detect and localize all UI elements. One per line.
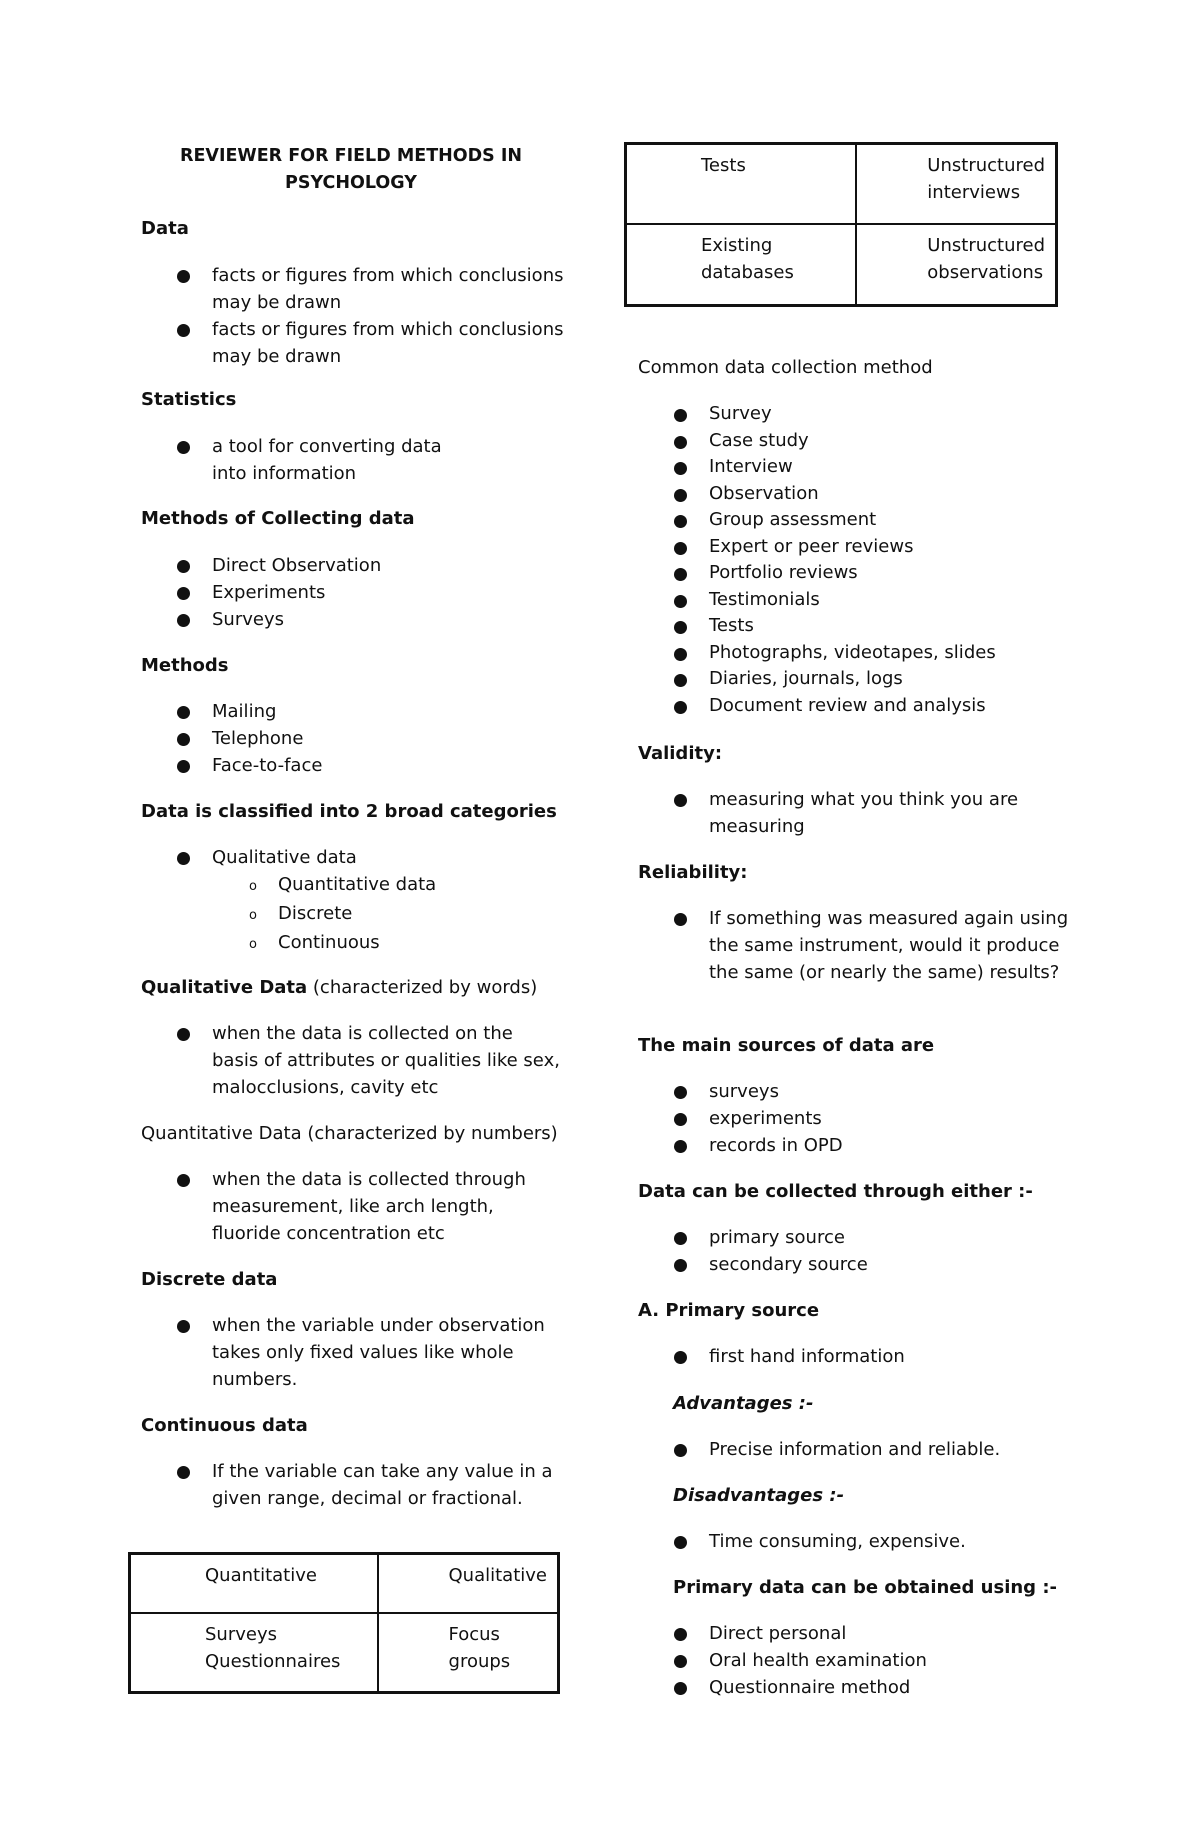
heading-primary: A. Primary source — [638, 1300, 820, 1321]
list-discrete — [177, 1312, 562, 1393]
heading-obtained: Primary data can be obtained using :- — [673, 1577, 1058, 1598]
list-obtained — [674, 1620, 1064, 1701]
list-item: Mailing — [177, 698, 567, 725]
list-item: Document review and analysis — [674, 693, 1064, 720]
sub-marker: o — [249, 937, 257, 952]
table-header-cell: Quantitative — [130, 1554, 378, 1613]
list-data — [177, 262, 567, 370]
sub-list-item-text: Discrete — [278, 903, 353, 924]
list-item — [177, 844, 567, 958]
list-item: Photographs, videotapes, slides — [674, 640, 1064, 667]
list-categories — [177, 844, 567, 958]
list-item: Direct personal — [674, 1620, 1064, 1647]
table-cell: Unstructured observations — [856, 224, 1056, 306]
list-continuous — [177, 1458, 562, 1512]
heading-either: Data can be collected through either :- — [638, 1181, 1033, 1202]
list-item: experiments — [674, 1105, 1064, 1132]
list-item: Case study — [674, 428, 1064, 455]
methods-table-left — [128, 1552, 560, 1694]
list-item: surveys — [674, 1078, 1064, 1105]
table-cell: Focus groups — [378, 1613, 559, 1693]
list-reliability — [674, 905, 1074, 986]
list-item: Time consuming, expensive. — [674, 1528, 1064, 1555]
heading-statistics: Statistics — [141, 389, 237, 410]
heading-sources: The main sources of data are — [638, 1035, 935, 1056]
title-line-2: PSYCHOLOGY — [285, 173, 417, 193]
list-methods — [177, 698, 567, 779]
heading-methods: Methods — [141, 655, 229, 676]
list-item: first hand information — [674, 1343, 1064, 1370]
list-item: facts or figures from which conclusions may be drawn — [177, 262, 567, 316]
table-cell: Tests — [626, 144, 857, 224]
heading-disadvantages: Disadvantages :- — [673, 1485, 845, 1506]
list-item: Survey — [674, 401, 1064, 428]
sub-list-item-text: Continuous — [278, 932, 380, 953]
sub-list-item — [249, 871, 567, 900]
list-item: Group assessment — [674, 507, 1064, 534]
list-common — [674, 401, 1064, 719]
heading-categories: Data is classified into 2 broad categories — [141, 801, 557, 822]
list-item: records in OPD — [674, 1132, 1064, 1159]
sub-list-item — [249, 929, 567, 958]
sub-list — [177, 871, 567, 958]
list-item: when the data is collected through measurement, like arch length, fluoride concentration etc — [177, 1166, 567, 1247]
list-methods-collecting — [177, 552, 567, 633]
sub-list-item — [249, 900, 567, 929]
list-item: If the variable can take any value in a given range, decimal or fractional. — [177, 1458, 562, 1512]
table-cell: Existing databases — [626, 224, 857, 306]
table-header-cell: Qualitative — [378, 1554, 559, 1613]
list-validity — [674, 786, 1034, 840]
list-advantages — [674, 1436, 1064, 1463]
list-item: primary source — [674, 1224, 1064, 1251]
list-item: Observation — [674, 481, 1064, 508]
list-item: Interview — [674, 454, 1064, 481]
list-item: Experiments — [177, 579, 567, 606]
table-cell: Surveys Questionnaires — [130, 1613, 378, 1693]
document-title — [141, 143, 561, 197]
list-item: Expert or peer reviews — [674, 534, 1064, 561]
list-qualitative — [177, 1020, 562, 1101]
heading-continuous: Continuous data — [141, 1415, 308, 1436]
heading-quantitative: Quantitative Data (characterized by numbers) — [141, 1123, 558, 1144]
list-item: Portfolio reviews — [674, 560, 1064, 587]
sub-marker: o — [249, 908, 257, 923]
list-item: when the data is collected on the basis of attributes or qualities like sex, malocclusions, cavity etc — [177, 1020, 562, 1101]
list-item: Telephone — [177, 725, 567, 752]
list-item: Diaries, journals, logs — [674, 666, 1064, 693]
list-item: Surveys — [177, 606, 567, 633]
list-item: Tests — [674, 613, 1064, 640]
list-item: Testimonials — [674, 587, 1064, 614]
list-quantitative — [177, 1166, 567, 1247]
heading-qualitative-bold: Qualitative Data — [141, 977, 308, 998]
heading-discrete: Discrete data — [141, 1269, 278, 1290]
list-item: Precise information and reliable. — [674, 1436, 1064, 1463]
list-item: a tool for converting data into information — [177, 433, 477, 487]
heading-data: Data — [141, 218, 189, 239]
list-sources — [674, 1078, 1064, 1159]
sub-marker: o — [249, 879, 257, 894]
list-either — [674, 1224, 1064, 1278]
list-item: Direct Observation — [177, 552, 567, 579]
heading-common: Common data collection method — [638, 357, 933, 378]
list-item: Oral health examination — [674, 1647, 1064, 1674]
heading-reliability: Reliability: — [638, 862, 748, 883]
title-line-1: REVIEWER FOR FIELD METHODS IN — [179, 146, 523, 166]
list-statistics — [177, 433, 477, 487]
list-item-text: Qualitative data — [212, 847, 357, 868]
list-item: when the variable under observation takes only fixed values like whole numbers. — [177, 1312, 562, 1393]
list-item: Questionnaire method — [674, 1674, 1064, 1701]
list-item: Face-to-face — [177, 752, 567, 779]
heading-methods-collecting: Methods of Collecting data — [141, 508, 415, 529]
heading-advantages: Advantages :- — [673, 1393, 814, 1414]
table-cell: Unstructured interviews — [856, 144, 1056, 224]
heading-validity: Validity: — [638, 743, 723, 764]
sub-list-item-text: Quantitative data — [278, 874, 437, 895]
list-primary — [674, 1343, 1064, 1370]
list-item: secondary source — [674, 1251, 1064, 1278]
methods-table-right — [624, 142, 1058, 307]
list-item: measuring what you think you are measuring — [674, 786, 1034, 840]
heading-qualitative-rest: (characterized by words) — [307, 977, 538, 998]
heading-qualitative — [141, 974, 537, 1001]
list-item: facts or figures from which conclusions may be drawn — [177, 316, 567, 370]
list-disadvantages — [674, 1528, 1064, 1555]
list-item: If something was measured again using the same instrument, would it produce the same (or nearly the same) results? — [674, 905, 1074, 986]
